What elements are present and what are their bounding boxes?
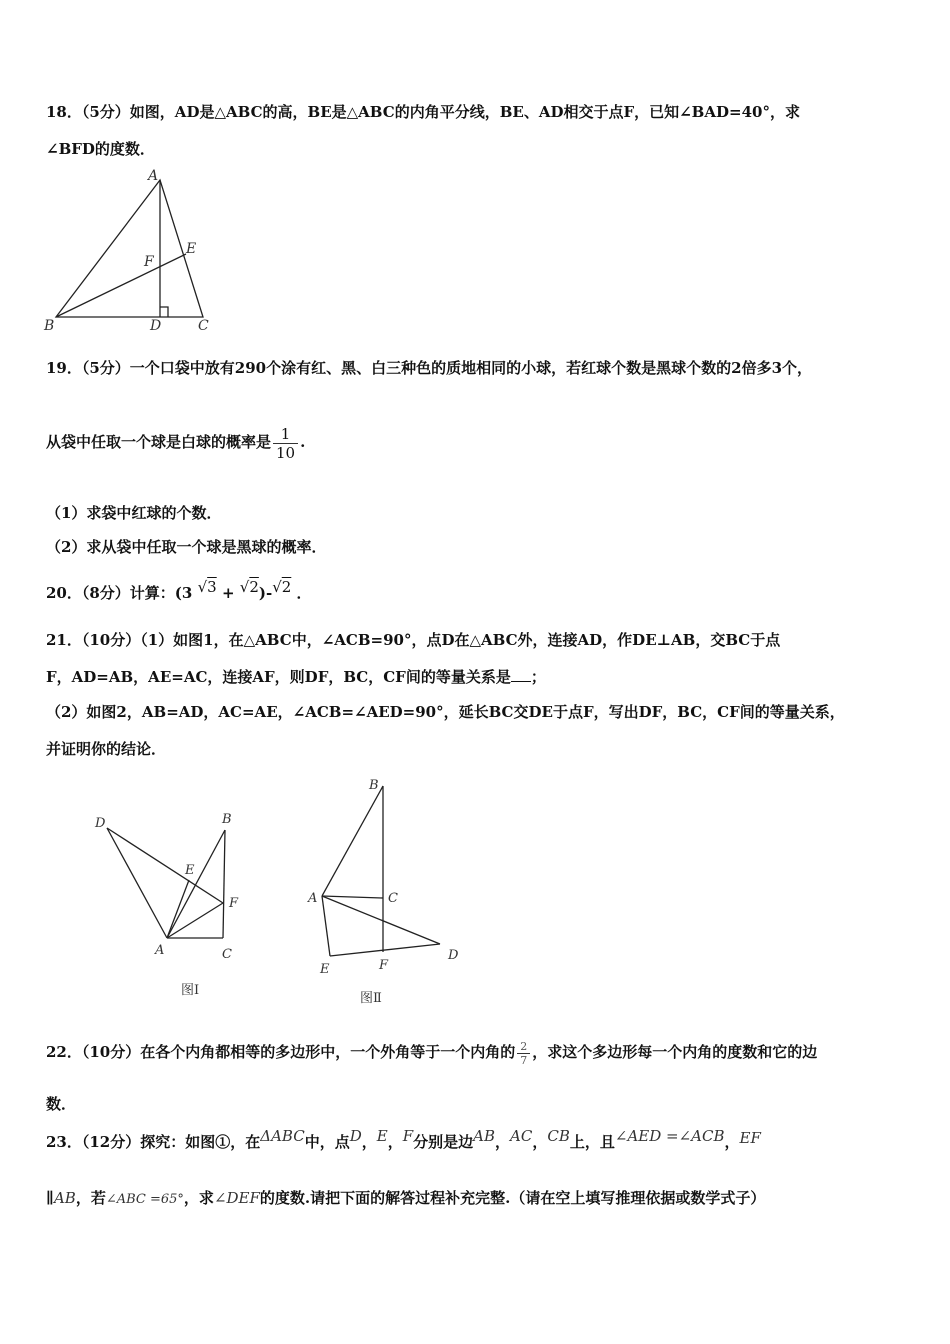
- q23-line1: [46, 1126, 761, 1158]
- q22-line2: 数．: [46, 1095, 77, 1113]
- q23-a: 23．（12分）探究：如图①，在: [46, 1133, 261, 1151]
- fig2-label-c: C: [388, 891, 398, 906]
- q19-fraction: [273, 425, 298, 462]
- q22-fraction: [517, 1040, 530, 1067]
- q23-angle-def: ∠DEF: [213, 1189, 260, 1207]
- q19-sub2: （2）求从袋中任取一个球是黑球的概率．: [46, 538, 327, 556]
- q21-line2: [46, 667, 546, 687]
- q23-line2-c: 的度数.请把下面的解答过程补充完整.（请在空上填写推理依据或数学式子）: [259, 1189, 766, 1207]
- fig1-label-d: D: [95, 816, 106, 831]
- fig1-label-a: A: [155, 943, 165, 958]
- fig2-label-f: F: [379, 958, 389, 973]
- q23-d2: 上，且: [569, 1133, 615, 1151]
- q20-sqrt2-b-radicand: 2: [281, 578, 292, 596]
- q19-frac-den: 10: [276, 443, 296, 462]
- q21-answer-blank: [511, 667, 531, 682]
- label-c: C: [198, 318, 209, 334]
- label-e: E: [186, 241, 197, 257]
- q20-end: ．: [296, 584, 312, 602]
- q19-line2: [46, 420, 305, 464]
- fig1-label-f: F: [229, 896, 239, 911]
- label-b: B: [44, 318, 55, 334]
- q23-side-cb: CB: [547, 1127, 570, 1145]
- q23-comma1: ，: [361, 1133, 377, 1151]
- q21-line1: 21．（10分）（1）如图1，在△ABC中，∠ACB=90°，点D在△ABC外，连接AD，作DE⊥AB，交BC于点: [46, 631, 781, 649]
- label-f: F: [144, 254, 154, 270]
- q19-line2-text: 从袋中任取一个球是白球的概率是: [46, 433, 272, 451]
- right-angle-mark: [160, 307, 168, 317]
- q20-plus: +: [221, 584, 235, 602]
- q22-frac-den: 7: [520, 1053, 528, 1067]
- q23-comma4: ，: [532, 1133, 548, 1151]
- q20-sqrt3: √3: [197, 578, 217, 596]
- fig1-label-e: E: [185, 863, 195, 878]
- fig2-label-a: A: [308, 891, 318, 906]
- fig2-label-d: D: [448, 948, 459, 963]
- q23-ef: EF: [739, 1129, 761, 1147]
- label-a: A: [148, 168, 159, 184]
- q23-comma2: ，: [387, 1133, 403, 1151]
- q18-triangle-figure: [40, 168, 220, 338]
- label-d: D: [150, 318, 162, 334]
- q20-line: [46, 580, 312, 606]
- q23-angle-eq: ∠AED =∠ACB: [614, 1127, 725, 1145]
- q21-figure-2: [300, 772, 470, 1008]
- q23-comma5: ，: [724, 1133, 740, 1151]
- q21-line2-text: F，AD=AB，AE=AC，连接AF，则DF，BC，CF间的等量关系是: [46, 668, 511, 686]
- q21-figure-1: [85, 808, 260, 1008]
- q23-point-e: E: [376, 1127, 388, 1145]
- q23-parallel: ∥: [46, 1189, 54, 1207]
- q18-line1: 18．（5分）如图，AD是△ABC的高，BE是△ABC的内角平分线，BE、AD相交于点F，已知∠BAD=40°，求: [46, 103, 800, 121]
- q23-line2-a: ，若: [75, 1189, 106, 1207]
- q19-line2-end: .: [300, 433, 306, 451]
- q22-text-a: 22．（10分）在各个内角都相等的多边形中，一个外角等于一个内角的: [46, 1043, 516, 1061]
- q23-line2-ab: AB: [53, 1189, 76, 1207]
- q23-angle-abc: ∠ABC =65°: [105, 1192, 184, 1207]
- fig1-caption: 图Ⅰ: [181, 983, 200, 998]
- fig2-label-e: E: [320, 962, 330, 977]
- q20-prefix: 20．（8分）计算：(3: [46, 584, 193, 602]
- q21-line3: （2）如图2，AB=AD，AC=AE，∠ACB=∠AED=90°，延长BC交DE于点F，写出DF，BC，CF间的等量关系，: [46, 703, 845, 721]
- q23-c: 分别是边: [413, 1133, 474, 1151]
- q20-sqrt2-b: √2: [272, 578, 292, 596]
- fig2-caption: 图Ⅱ: [360, 991, 382, 1006]
- q19-sub1: （1）求袋中红球的个数．: [46, 504, 222, 522]
- triangle-abc: [56, 180, 203, 317]
- q23-b: 中，点: [304, 1133, 350, 1151]
- q20-sqrt2-a-radicand: 2: [249, 578, 259, 596]
- q23-comma3: ，: [495, 1133, 511, 1151]
- fig1-label-c: C: [222, 947, 232, 962]
- q23-point-d: D: [349, 1127, 362, 1145]
- q23-point-f: F: [402, 1127, 414, 1145]
- q23-line2: [46, 1188, 765, 1210]
- q23-line2-b: ，求: [183, 1189, 214, 1207]
- fig2-label-b: B: [369, 778, 379, 793]
- q22-frac-num: 2: [517, 1040, 530, 1054]
- q23-side-ab: AB: [473, 1127, 496, 1145]
- q20-sqrt2-a: √2: [239, 578, 259, 596]
- q19-frac-num: 1: [273, 425, 298, 444]
- q22-line1: [46, 1032, 817, 1072]
- q19-line1: 19．（5分）一个口袋中放有290个涂有红、黑、白三种色的质地相同的小球，若红球个数是黑球个数的2倍多3个，: [46, 359, 813, 377]
- q20-mid: )-: [258, 584, 273, 602]
- fig1-label-b: B: [222, 812, 232, 827]
- q20-sqrt3-radicand: 3: [207, 578, 217, 596]
- q21-line2-end: ；: [530, 668, 546, 686]
- q23-triangle: ΔABC: [260, 1127, 305, 1145]
- q22-text-b: ，求这个多边形每一个内角的度数和它的边: [532, 1043, 818, 1061]
- q18-line2: ∠BFD的度数．: [46, 140, 155, 158]
- q23-side-ac: AC: [510, 1127, 533, 1145]
- q21-line4: 并证明你的结论．: [46, 740, 167, 758]
